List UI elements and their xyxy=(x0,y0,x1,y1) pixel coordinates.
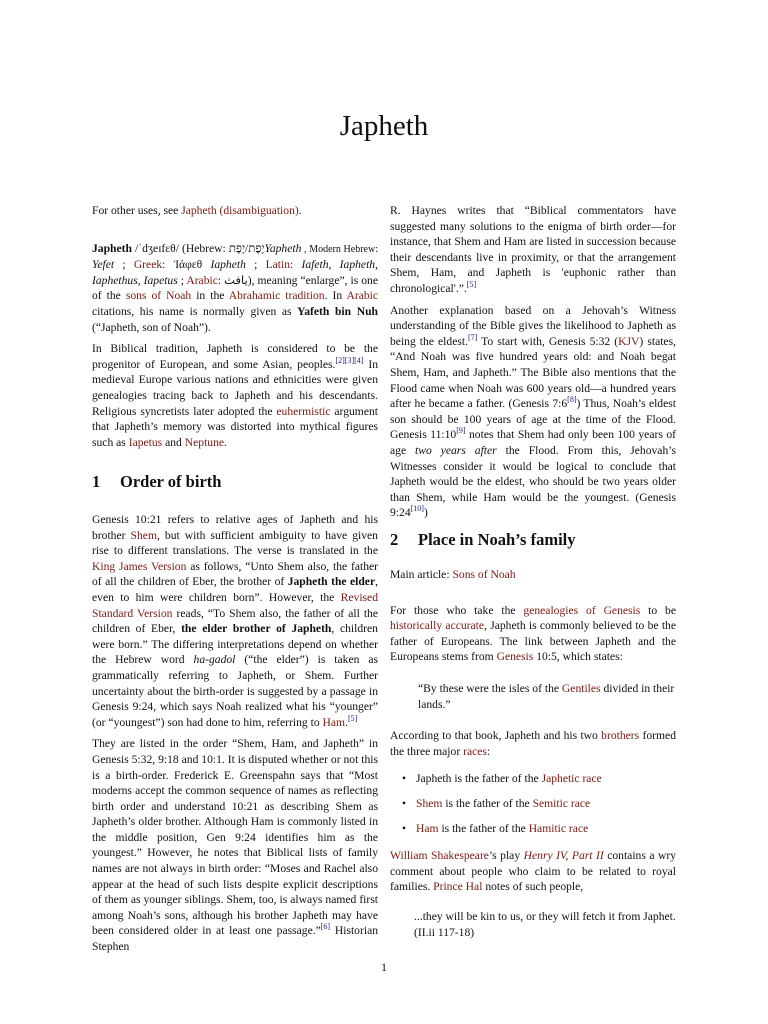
citation-ref[interactable]: [6] xyxy=(320,922,331,932)
citation-ref[interactable]: [10] xyxy=(410,504,424,514)
races-paragraph: According to that book, Japheth and his two brothers formed the three major races: xyxy=(390,729,676,758)
japhetic-race-link[interactable]: Japhetic race xyxy=(541,772,602,786)
arabic-link[interactable]: Arabic xyxy=(186,273,218,287)
shakespeare-paragraph: William Shakespeare’s play Henry IV, Part II contains a wry comment about people who claim to be related to royal families. Prince Hal notes of such people, xyxy=(390,849,676,894)
right-column-lower xyxy=(390,567,676,956)
sons-of-noah-link[interactable]: sons of Noah xyxy=(125,289,192,303)
right-column xyxy=(390,203,676,527)
citation-ref[interactable]: [9] xyxy=(456,426,466,436)
greek-link[interactable]: Greek xyxy=(133,258,163,272)
brothers-link[interactable]: brothers xyxy=(601,729,640,743)
henry-iv-link[interactable]: Henry IV, Part II xyxy=(523,849,604,863)
abrahamic-tradition-link[interactable]: Abrahamic tradition xyxy=(228,289,325,303)
block-quote: “By these were the isles of the Gentiles divided in their lands.” xyxy=(418,681,675,711)
historically-accurate-link[interactable]: historically accurate xyxy=(390,619,485,633)
semitic-race-link[interactable]: Semitic race xyxy=(532,796,591,810)
neptune-link[interactable]: Neptune xyxy=(184,435,225,449)
ham-link[interactable]: Ham xyxy=(322,715,346,729)
euhemeristic-link[interactable]: euhermistic xyxy=(276,404,331,418)
kjv-link-2[interactable]: KJV xyxy=(618,334,640,348)
shem-list-link[interactable]: Shem xyxy=(416,796,443,810)
hamitic-race-link[interactable]: Hamitic race xyxy=(528,821,589,835)
list-item: • Japheth is the father of the Japhetic race xyxy=(402,771,676,787)
haynes-paragraph: R. Haynes writes that “Biblical commentators have suggested many solutions to the enigma of birth order—for instance, that Shem and Ham are listed in succession because their descendants live in proximity, or that the arrangement Shem, Ham, and Japheth is 'euphonic rather than chronological'.”.[5] xyxy=(390,204,676,295)
section-heading-place-in-family: 2 Place in Noah’s family xyxy=(390,530,576,549)
page-number: 1 xyxy=(381,960,387,974)
main-article-note: Main article: Sons of Noah xyxy=(390,568,516,581)
citation-ref[interactable]: [2][3][4] xyxy=(335,355,364,365)
latin-link[interactable]: Latin xyxy=(265,258,291,272)
prince-hal-link[interactable]: Prince Hal xyxy=(433,880,483,894)
citation-ref[interactable]: [7] xyxy=(467,332,478,342)
disambiguation-link[interactable]: Japheth (disambiguation) xyxy=(181,204,299,217)
citation-ref[interactable]: [5] xyxy=(466,280,477,290)
ham-list-link[interactable]: Ham xyxy=(416,821,439,835)
shakespeare-quote: ...they will be kin to us, or they will fetch it from Japhet. (II.ii 117-18) xyxy=(414,909,676,939)
page-title: Japheth xyxy=(339,110,429,142)
genesis-link[interactable]: Genesis xyxy=(496,650,534,664)
left-column-lower xyxy=(92,512,378,961)
shem-link[interactable]: Shem xyxy=(130,528,157,542)
listing-order-paragraph: They are listed in the order “Shem, Ham, and Japheth” in Genesis 5:32, 9:18 and 10:1. It is disputed whether or not this is a birth-order. Frederick E. Greenspahn says that “Most moderns accept the common sequence of names as reflecting birth order and understand 10:21 as describing Shem as Japheth’s older brother. Although Ham is commonly listed in the middle position, Gen 9:24 identifies him as the youngest.” However, he notes that Biblical lists of family names are not always in birth order: “Moses and Rachel also appear at the head of such lists despite explicit descriptions of them as younger siblings. Shem, too, is always named first among Noah’s sons, although his brother Japheth may have been considered older in at least one passage.”[6] Historian Stephen xyxy=(92,737,379,954)
list-item: • Shem is the father of the Semitic race xyxy=(402,796,676,812)
races-list xyxy=(390,771,676,836)
jehovah-paragraph: Another explanation based on a Jehovah’s Witness understanding of the Bible gives the likelihood to Japheth as being the eldest.[7] To start with, Genesis 5:32 (KJV) states, “And Noah was five hundred years old: and Noah begat Shem, Ham, and Japheth.” The Bible also mentions that the Flood came when Noah was 600 years old—a hundred years after he became a father. (Genesis 7:6[8]) Thus, Noah’s eldest son should be 100 years of age at the time of the Flood. Genesis 11:10[9] notes that Shem had only been 100 years of age two years after the Flood. From this, Jehovah’s Witnesses consider it would be logical to conclude that Japheth would be the eldest, who should be two years older than Shem, while Ham would be the youngest. (Genesis 9:24[10]) xyxy=(390,303,676,520)
intro-paragraph: Japheth /ˈdʒeɪfɛθ/ (Hebrew: יֶפֶת/יָפֶתYapheth , Modern Hebrew: Yefet ; Greek: Ἰάφεθ Iapheth ; Latin: Iafeth, Iapheth, Iaphethus, Iapetus ; Arabic: يافث), meaning “enlarge”, is one of the sons of Noah in the Abrahamic tradition. In Arabic citations, his name is normally given as Yafeth bin Nuh (“Japheth, son of Noah”). xyxy=(92,241,379,334)
genealogies-paragraph: For those who take the genealogies of Genesis to be historically accurate, Japheth is commonly believed to be the father of Europeans. The link between Japheth and the Europeans stems from Genesis 10:5, which states: xyxy=(390,603,677,664)
iapetus-link[interactable]: Iapetus xyxy=(128,435,163,449)
tradition-paragraph: In Biblical tradition, Japheth is considered to be the progenitor of European, and some Asian, peoples.[2][3][4] In medieval Europe various nations and ethnicities were given genealogies tracing back to Japheth and his descendants. Religious syncretists later adopted the euhermistic argument that Japheth’s memory was distorted into mythical figures such as Iapetus and Neptune. xyxy=(92,342,379,449)
gentiles-link[interactable]: Gentiles xyxy=(561,681,601,695)
list-item: • Ham is the father of the Hamitic race xyxy=(402,821,676,837)
shakespeare-link[interactable]: William Shakespeare xyxy=(390,849,489,863)
section-heading-order-of-birth: 1 Order of birth xyxy=(92,472,222,491)
citation-ref[interactable]: [5] xyxy=(347,713,358,723)
genealogies-link[interactable]: genealogies of Genesis xyxy=(523,603,641,617)
kjv-link[interactable]: King James Version xyxy=(92,559,187,573)
left-column xyxy=(92,203,378,456)
birth-order-paragraph: Genesis 10:21 refers to relative ages of Japheth and his brother Shem, but with sufficient ambiguity to have given rise to different translations. The verse is translated in the King James Version as follows, “Unto Shem also, the father of all the children of Eber, the brother of Japheth the elder, even to him were children born”. However, the Revised Standard Version reads, “To Shem also, the father of all the children of Eber, the elder brother of Japheth, children were born.” The differing interpretations depend on whether the Hebrew word ha-gadol (“the elder”) is taken as grammatically referring to Japheth, or Shem. Further uncertainty about the birth-order is suggested by a passage in Genesis 9:24, which says Noah realized what his “younger” (or “youngest”) son had done to him, referring to Ham.[5] xyxy=(92,513,379,729)
sons-of-noah-article-link[interactable]: Sons of Noah xyxy=(452,568,516,581)
rsv-link[interactable]: Revised Standard Version xyxy=(92,590,378,620)
arabic-link-2[interactable]: Arabic xyxy=(346,289,379,303)
races-link[interactable]: races xyxy=(463,744,487,758)
citation-ref[interactable]: [8] xyxy=(567,395,577,405)
hatnote: For other uses, see Japheth (disambiguation). xyxy=(92,204,302,217)
